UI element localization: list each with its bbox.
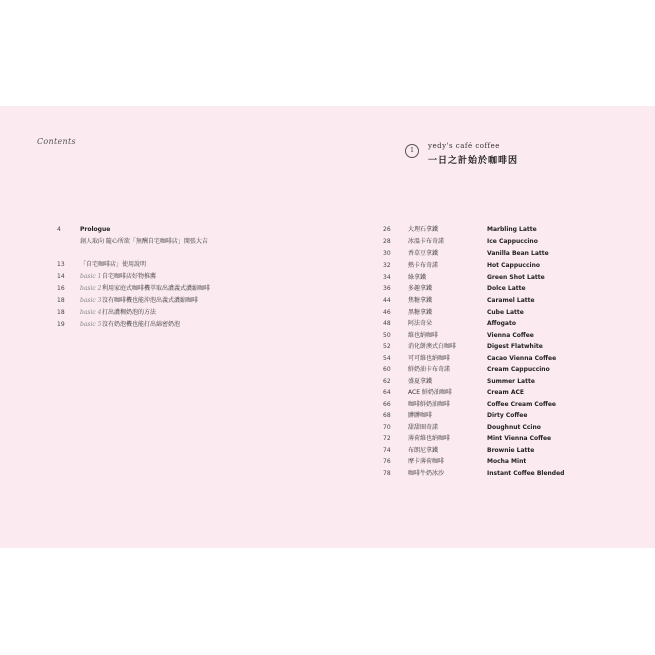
toc-title-zh: 大理石拿鐵 xyxy=(408,226,439,233)
toc-title-en: Cream Cappuccino xyxy=(487,366,550,373)
toc-title-en: Green Shot Latte xyxy=(487,274,545,281)
toc-title-en: Hot Cappuccino xyxy=(487,262,540,269)
toc-title-zh: 咖啡牛奶冰沙 xyxy=(408,470,445,477)
toc-title-en: Coffee Cream Coffee xyxy=(487,401,556,408)
toc-title: 創人取向 隨心所欲「無酬自宅咖啡店」開張大吉 xyxy=(80,238,208,245)
toc-title-zh: 可可維也納咖啡 xyxy=(408,355,451,362)
toc-basic-tag: basic 1 xyxy=(80,273,102,280)
toc-page-number: 32 xyxy=(383,262,391,269)
toc-title-en: Cube Latte xyxy=(487,309,524,316)
toc-page-number: 66 xyxy=(383,401,391,408)
toc-page-number: 50 xyxy=(383,332,391,339)
toc-page-number: 72 xyxy=(383,435,391,442)
toc-title-en: Instant Coffee Blended xyxy=(487,470,565,477)
chapter-number-badge: 1 xyxy=(405,144,419,158)
toc-title-en: Dolce Latte xyxy=(487,285,526,292)
toc-title-en: Summer Latte xyxy=(487,378,535,385)
chapter-subtitle: yedy's café coffee xyxy=(428,142,500,150)
toc-page-number: 19 xyxy=(57,321,65,328)
toc-basic-tag: basic 4 xyxy=(80,309,102,316)
toc-title-en: Brownie Latte xyxy=(487,447,535,454)
contents-heading: Contents xyxy=(37,137,76,146)
toc-title: 「自宅咖啡店」使用說明 xyxy=(80,261,147,268)
toc-page-number: 70 xyxy=(383,424,391,431)
toc-page-number: 26 xyxy=(383,226,391,233)
toc-title-zh: 維也納咖啡 xyxy=(408,332,439,339)
toc-page-number: 34 xyxy=(383,274,391,281)
toc-title: 自宅咖啡店好物推薦 xyxy=(102,273,157,280)
toc-page-number: 48 xyxy=(383,320,391,327)
toc-page-number: 36 xyxy=(383,285,391,292)
toc-page-number: 60 xyxy=(383,366,391,373)
toc-page-number: 18 xyxy=(57,297,65,304)
toc-page-number: 74 xyxy=(383,447,391,454)
toc-page-number: 46 xyxy=(383,309,391,316)
toc-title-en: Mocha Mint xyxy=(487,458,527,465)
toc-page-number: 76 xyxy=(383,458,391,465)
toc-title-en: Marbling Latte xyxy=(487,226,537,233)
toc-page-number: 54 xyxy=(383,355,391,362)
toc-title: 利用家庭式咖啡機萃取出濃義式濃縮咖啡 xyxy=(102,285,211,292)
toc-title-zh: 多趣拿鐵 xyxy=(408,285,433,292)
toc-title-en: Dirty Coffee xyxy=(487,412,528,419)
toc-title-zh: 冰溫卡布奇諾 xyxy=(408,238,445,245)
toc-page-number: 44 xyxy=(383,297,391,304)
toc-title-zh: ACE 鮮奶油咖啡 xyxy=(408,389,452,396)
toc-title-en: Vienna Coffee xyxy=(487,332,534,339)
toc-basic-tag: basic 2 xyxy=(80,285,102,292)
toc-title-en: Cacao Vienna Coffee xyxy=(487,355,557,362)
toc-page-number: 16 xyxy=(57,285,65,292)
toc-title-zh: 咖啡鮮奶油咖啡 xyxy=(408,401,451,408)
toc-title-zh: 熱卡布奇諾 xyxy=(408,262,439,269)
toc-page-number: 14 xyxy=(57,273,65,280)
toc-title-zh: 髒髒咖啡 xyxy=(408,412,433,419)
toc-title-zh: 消化餅澳式白咖啡 xyxy=(408,343,457,350)
toc-page-number: 4 xyxy=(57,226,61,233)
toc-title-en: Affogato xyxy=(487,320,516,327)
toc-title-zh: 摩卡薄荷咖啡 xyxy=(408,458,445,465)
toc-title: 沒有咖啡機也能沖泡出義式濃縮咖啡 xyxy=(102,297,199,304)
toc-title-en: Vanilla Bean Latte xyxy=(487,250,549,257)
toc-title: Prologue xyxy=(80,226,111,233)
toc-title-en: Digest Flatwhite xyxy=(487,343,543,350)
toc-page-number: 62 xyxy=(383,378,391,385)
toc-page-number: 64 xyxy=(383,389,391,396)
toc-title-zh: 鮮奶油卡布奇諾 xyxy=(408,366,451,373)
toc-title-zh: 綠拿鐵 xyxy=(408,274,427,281)
toc-page-number: 28 xyxy=(383,238,391,245)
chapter-title: 一日之計始於咖啡因 xyxy=(428,156,519,166)
toc-title-zh: 布朗尼拿鐵 xyxy=(408,447,439,454)
toc-basic-tag: basic 5 xyxy=(80,321,102,328)
toc-page-number: 68 xyxy=(383,412,391,419)
toc-page-number: 30 xyxy=(383,250,391,257)
toc-title-zh: 薄荷維也納咖啡 xyxy=(408,435,451,442)
toc-basic-tag: basic 3 xyxy=(80,297,102,304)
toc-title: 沒有奶泡機也能打出綿密奶泡 xyxy=(102,321,181,328)
toc-title: 打出濃稠奶泡的方法 xyxy=(102,309,157,316)
toc-title-en: Doughnut Ccino xyxy=(487,424,541,431)
toc-page-number: 18 xyxy=(57,309,65,316)
toc-title-zh: 焦糖拿鐵 xyxy=(408,297,433,304)
toc-title-zh: 阿法奇朵 xyxy=(408,320,433,327)
toc-title-en: Ice Cappuccino xyxy=(487,238,538,245)
toc-page-number: 52 xyxy=(383,343,391,350)
toc-title-zh: 香草豆拿鐵 xyxy=(408,250,439,257)
toc-title-en: Caramel Latte xyxy=(487,297,535,304)
toc-title-zh: 黑糖拿鐵 xyxy=(408,309,433,316)
toc-title-zh: 盛夏拿鐵 xyxy=(408,378,433,385)
toc-title-en: Cream ACE xyxy=(487,389,524,396)
toc-page-number: 13 xyxy=(57,261,65,268)
toc-title-zh: 甜甜圈奇諾 xyxy=(408,424,439,431)
toc-page-number: 78 xyxy=(383,470,391,477)
toc-title-en: Mint Vienna Coffee xyxy=(487,435,552,442)
